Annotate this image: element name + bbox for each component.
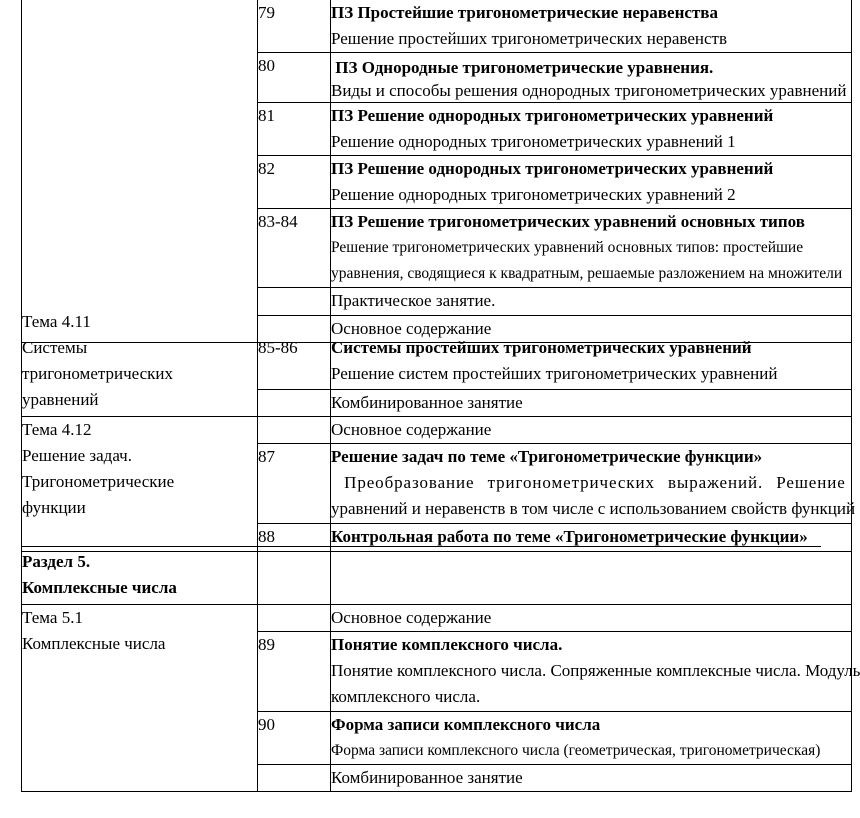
content-heading: Основное содержание [331,416,852,443]
lesson-cell-empty [331,549,852,604]
lesson-title: ПЗ Однородные тригонометрические уравнения. [331,58,714,77]
lesson-number: 79 [258,0,331,53]
lesson-number: 89 [258,631,331,711]
table-row [22,335,852,389]
lesson-title: Решение задач по теме «Тригонометрические функции» [331,446,763,466]
lesson-cell [331,443,856,523]
lesson-cell [331,631,860,711]
lesson-description: Преобразование тригонометрических выражений. Решение [331,472,846,492]
lesson-description: Понятие комплексного числа. Сопряженные комплексные числа. Модуль [331,660,860,680]
lesson-type: Комбинированное занятие [331,389,852,416]
lesson-number: 85-86 [258,335,331,389]
topic-number: Тема 4.11 [22,312,91,331]
lesson-cell [331,209,852,288]
topic-name: Тригонометрические [22,471,175,491]
lesson-description: комплексного числа. [331,686,481,706]
lesson-cell [331,0,852,53]
topic-name: Решение задач. [22,445,132,465]
lesson-description: Решение тригонометрических уравнений основных типов: простейшие [331,239,804,256]
topic-name: Системы [22,338,88,357]
lesson-description: Виды и способы решения однородных тригонометрических уравнений [331,81,847,100]
table-row [22,0,852,53]
lesson-cell [331,711,852,764]
lesson-description: Решение однородных тригонометрических уравнений 1 [331,132,736,151]
topic-number: Тема 4.12 [22,419,92,439]
lesson-number: 80 [258,53,331,103]
section-name: Комплексные числа [22,578,177,597]
topic-cell [22,416,258,551]
content-heading: Основное содержание [331,604,852,631]
topic-cell [22,312,258,416]
lesson-type: Практическое занятие. [331,288,852,316]
lesson-number: 87 [258,443,331,523]
section-cell [22,549,258,604]
curriculum-table-section5 [21,549,860,792]
section-double-rule [21,546,821,547]
lesson-title: ПЗ Простейшие тригонометрические неравенства [331,3,718,22]
lesson-number: 81 [258,103,331,156]
lesson-number-empty [258,764,331,791]
lesson-title: ПЗ Решение тригонометрических уравнений основных типов [331,212,805,231]
table-row [22,549,852,604]
lesson-number-empty [258,604,331,631]
lesson-title: Понятие комплексного числа. [331,634,563,654]
lesson-number-empty [258,549,331,604]
topic-cell [22,604,258,791]
table-row [22,416,852,443]
lesson-title: Форма записи комплексного числа [331,714,601,734]
lesson-description: уравнения, сводящиеся к квадратным, решаемые разложением на множители [331,265,843,282]
section-number: Раздел 5. [22,552,91,571]
lesson-number: 90 [258,711,331,764]
lesson-type: Комбинированное занятие [331,764,852,791]
lesson-number: 82 [258,156,331,209]
lesson-number-empty [258,416,331,443]
lesson-number: 83-84 [258,209,331,288]
lesson-title: Контрольная работа по теме «Тригонометрические функции» [331,523,852,551]
topic-name: тригонометрических [22,364,174,383]
lesson-description: Решение однородных тригонометрических уравнений 2 [331,185,736,204]
lesson-title: ПЗ Решение однородных тригонометрических уравнений [331,106,774,125]
lesson-description: Решение систем простейших тригонометрических уравнений [331,364,778,383]
lesson-cell [331,103,852,156]
curriculum-table-part [21,312,856,552]
content-heading: Основное содержание [331,316,852,343]
table-row [22,604,852,631]
lesson-title: ПЗ Решение однородных тригонометрических уравнений [331,159,774,178]
topic-name: Комплексные числа [22,633,166,653]
lesson-cell [331,156,852,209]
topic-name: функции [22,497,86,517]
lesson-description: уравнений и неравенств в том числе с использованием свойств функций [331,498,856,518]
curriculum-table [21,0,852,343]
lesson-description: Форма записи комплексного числа (геометрическая, тригонометрическая) [331,741,821,759]
lesson-cell [331,335,852,389]
topic-cell-empty [22,0,258,343]
lesson-description: Решение простейших тригонометрических неравенств [331,29,728,48]
lesson-number-empty [258,288,331,316]
lesson-number: 88 [258,523,331,551]
topic-name: уравнений [22,390,99,409]
lesson-cell [331,53,852,103]
lesson-title: Системы простейших тригонометрических уравнений [331,338,752,357]
lesson-number-empty [258,389,331,416]
topic-number: Тема 5.1 [22,607,83,627]
